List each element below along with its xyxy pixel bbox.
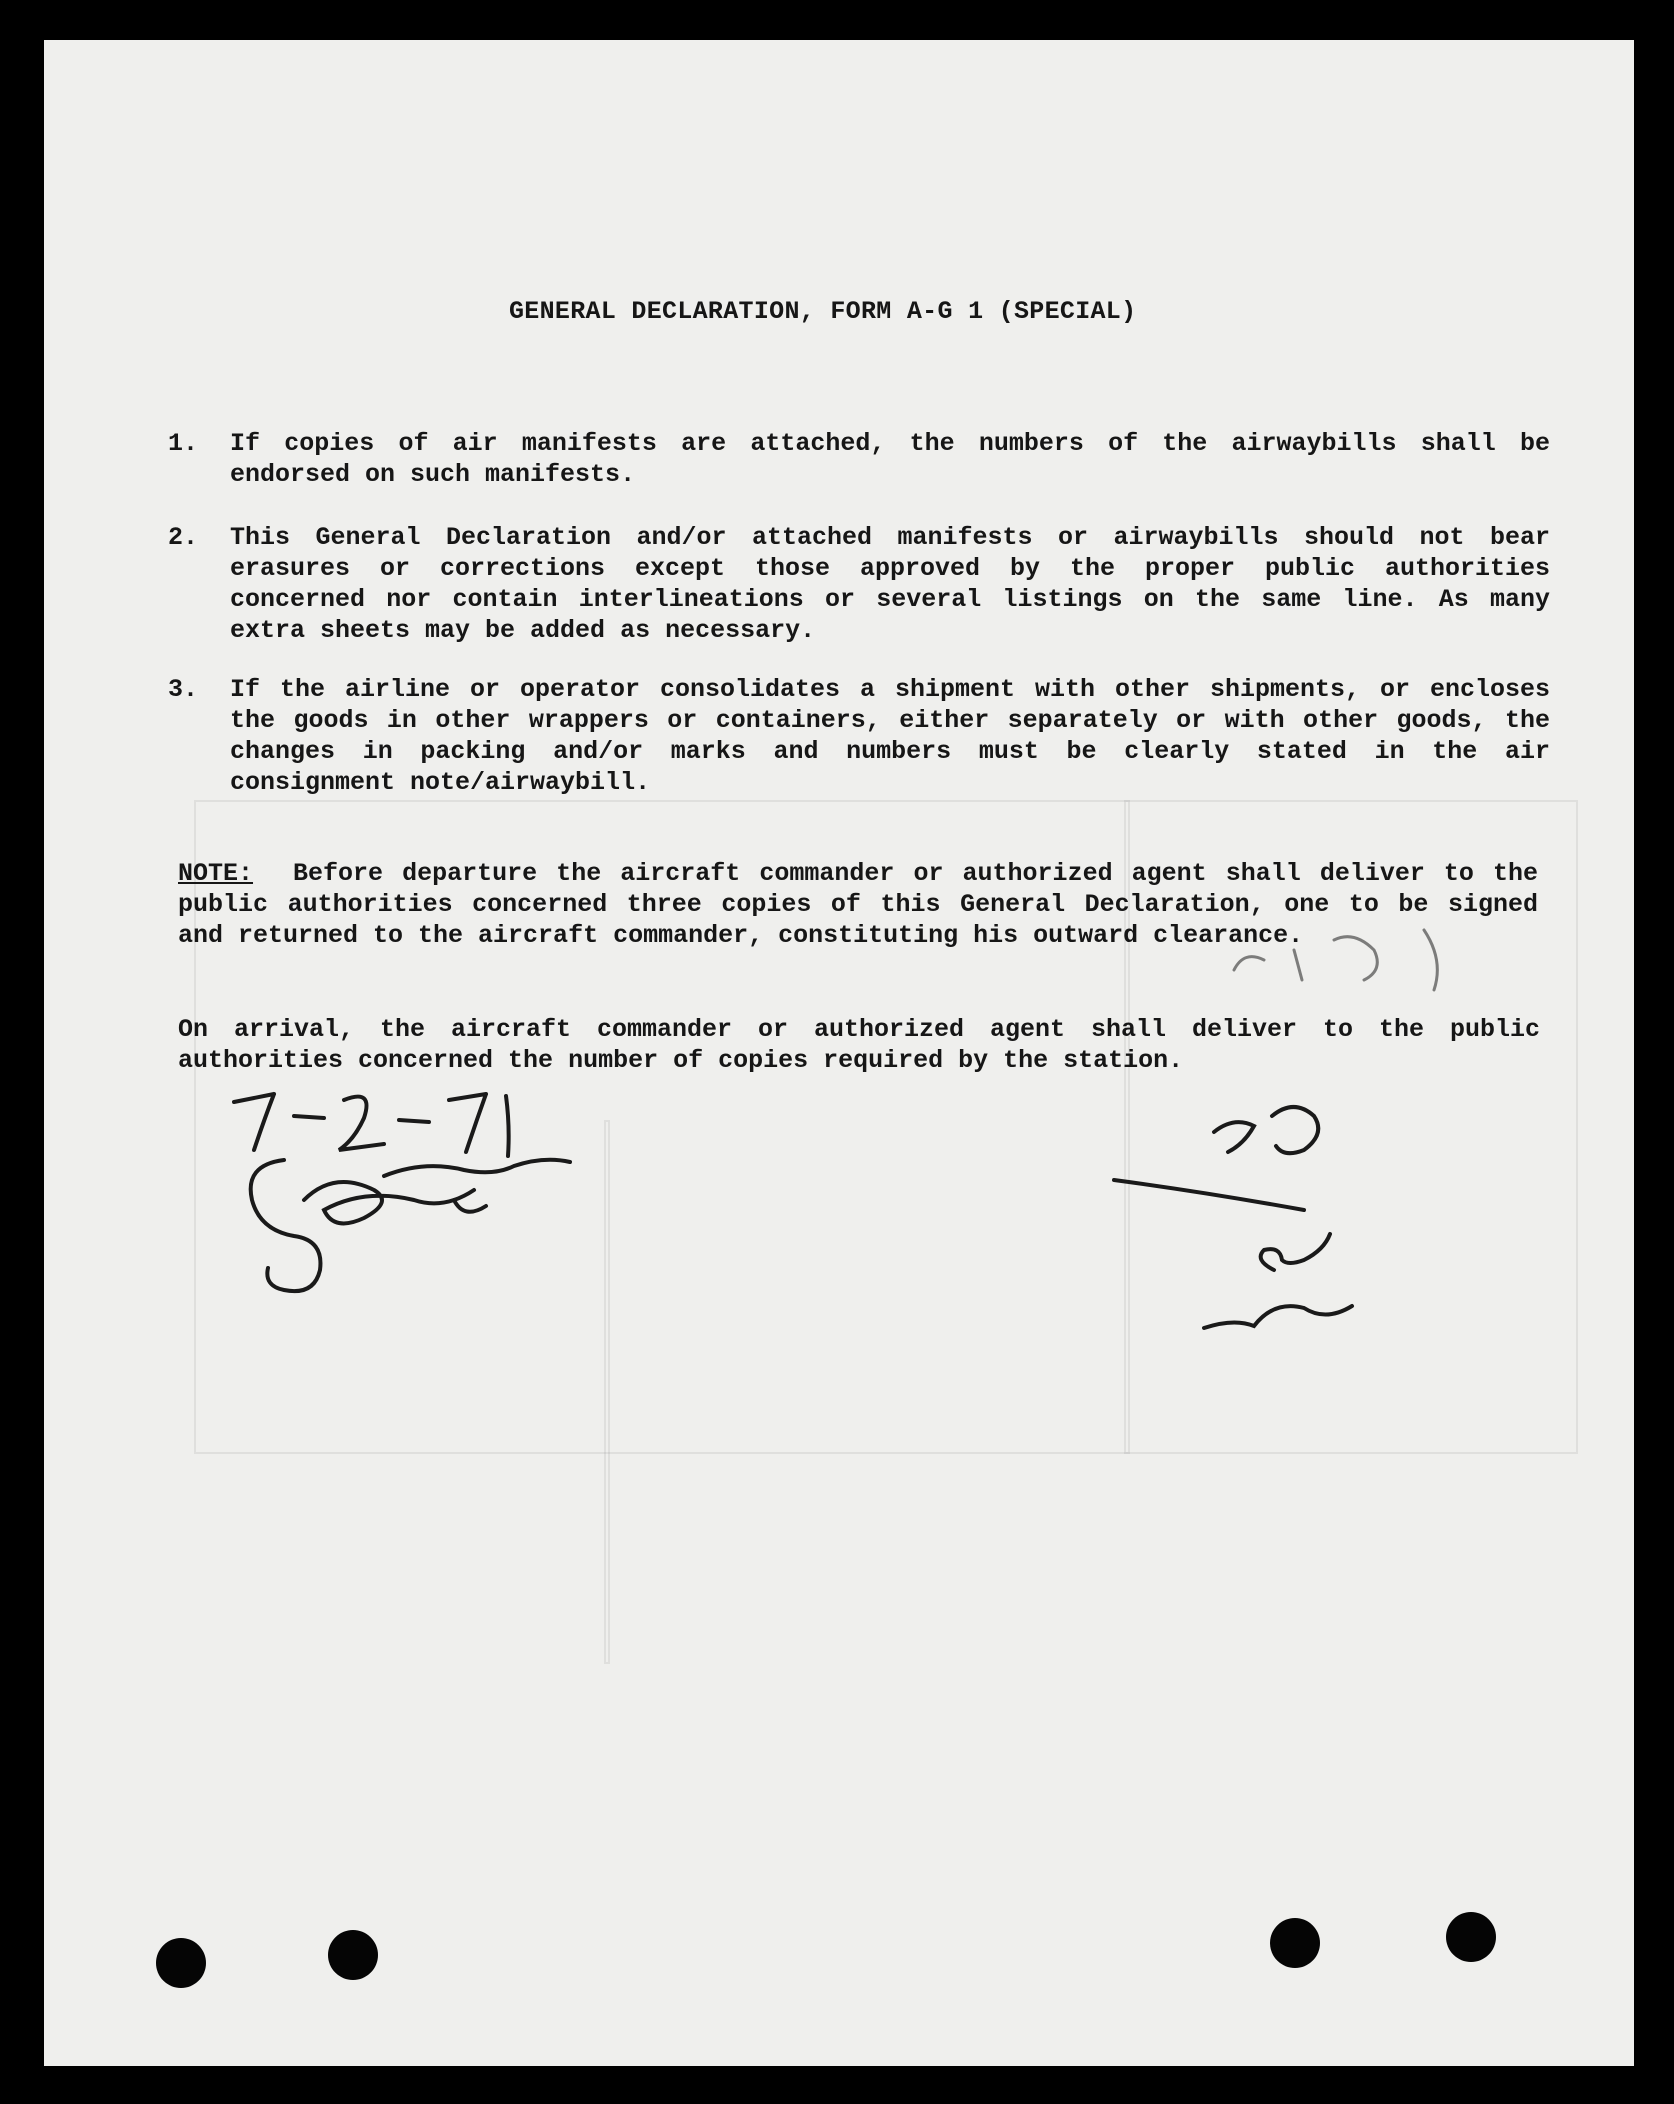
- note-label: NOTE:: [178, 859, 254, 888]
- document-page: [44, 40, 1634, 2066]
- item-text: If copies of air manifests are attached, the numbers of the airwaybills shall be endorsed on such manifests.: [230, 429, 1550, 489]
- instruction-item-2: [168, 522, 1550, 646]
- punch-hole: [1270, 1918, 1320, 1968]
- arrival-text: On arrival, the aircraft commander or authorized agent shall deliver to the public authorities concerned the number of copies required by the station.: [178, 1015, 1540, 1075]
- instruction-item-3: [168, 674, 1550, 798]
- punch-hole: [1446, 1912, 1496, 1962]
- bleed-through-box: [604, 1120, 610, 1664]
- instruction-item-1: [168, 428, 1550, 490]
- item-number: 3.: [168, 675, 199, 704]
- departure-note: [178, 858, 1538, 951]
- note-text: Before departure the aircraft commander or authorized agent shall deliver to the public authorities concerned three copies of this General Declaration, one to be signed and returned to the aircraft commander, constituting his outward clearance.: [178, 859, 1538, 950]
- item-text: If the airline or operator consolidates a shipment with other shipments, or encloses the goods in other wrappers or containers, either separately or with other goods, the changes in packing and/or marks and numbers must be clearly stated in the air consignment note/airwaybill.: [230, 675, 1550, 797]
- item-number: 1.: [168, 429, 199, 458]
- item-number: 2.: [168, 523, 199, 552]
- form-title: GENERAL DECLARATION, FORM A-G 1 (SPECIAL): [509, 297, 1137, 326]
- item-text: This General Declaration and/or attached manifests or airwaybills should not bear erasures or corrections except those approved by the proper public authorities concerned nor contain interlineations or several listings on the same line. As many extra sheets may be added as necessary.: [230, 523, 1550, 645]
- arrival-note: [178, 1014, 1540, 1076]
- punch-hole: [328, 1930, 378, 1980]
- punch-hole: [156, 1938, 206, 1988]
